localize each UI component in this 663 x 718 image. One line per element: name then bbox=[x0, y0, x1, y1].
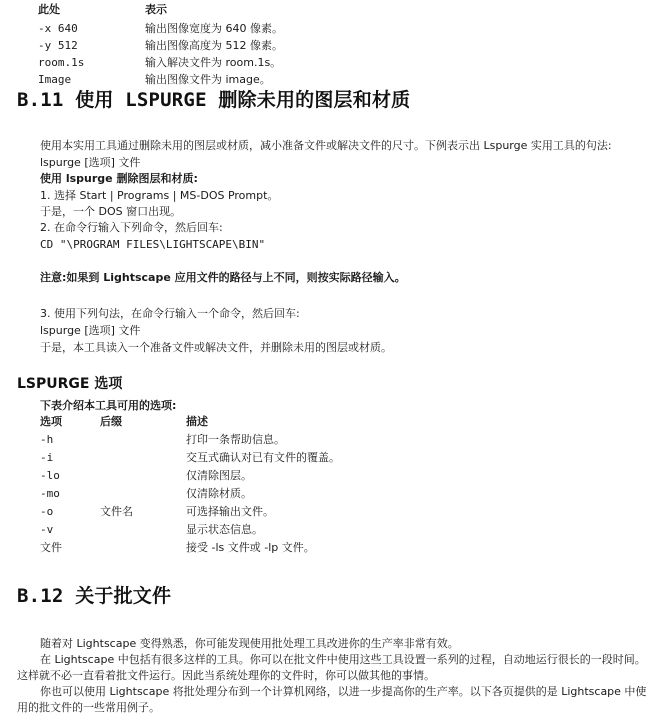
b11-step-3-result: 于是，本工具读入一个准备文件或解决文件，并删除未用的图层或材质。 bbox=[40, 341, 392, 354]
options-header-option: 选项 bbox=[40, 415, 62, 428]
option-desc: 打印一条帮助信息。 bbox=[186, 433, 285, 446]
option-desc: 显示状态信息。 bbox=[186, 523, 263, 536]
b11-syntax-2: lspurge [选项] 文件 bbox=[40, 324, 141, 337]
option-desc: 可选择输出文件。 bbox=[186, 505, 274, 518]
options-header-desc: 描述 bbox=[186, 415, 208, 428]
b11-command: CD "\PROGRAM FILES\LIGHTSCAPE\BIN" bbox=[40, 238, 266, 251]
top-table-row-value: 输入解决文件为 room.1s。 bbox=[145, 56, 282, 69]
section-title-b11: B.11 使用 LSPURGE 删除未用的图层和材质 bbox=[17, 89, 411, 111]
option-desc: 接受 -ls 文件或 -lp 文件。 bbox=[186, 541, 315, 554]
option-desc: 仅清除材质。 bbox=[186, 487, 252, 500]
b11-step-3: 3. 使用下列句法，在命令行输入一个命令，然后回车: bbox=[40, 307, 300, 320]
top-table-row-value: 输出图像宽度为 640 像素。 bbox=[145, 22, 283, 35]
options-header-suffix: 后缀 bbox=[100, 415, 122, 428]
b11-step-1-result: 于是，一个 DOS 窗口出现。 bbox=[40, 205, 182, 218]
top-table-row-value: 输出图像高度为 512 像素。 bbox=[145, 39, 283, 52]
top-table-header-where: 此处 bbox=[38, 3, 60, 16]
section-title-b12: B.12 关于批文件 bbox=[17, 585, 172, 607]
top-table-row-value: 输出图像文件为 image。 bbox=[145, 73, 271, 86]
option-name: -h bbox=[40, 433, 54, 446]
option-name: -mo bbox=[40, 487, 60, 500]
b12-paragraph-3: 你也可以使用 Lightscape 将批处理分布到一个计算机网络，以进一步提高你的生产率。以下各页提供的是 Lightscape 中使用的批文件的一些常用例子。 bbox=[17, 685, 647, 714]
option-name: -o bbox=[40, 505, 54, 518]
option-name: -v bbox=[40, 523, 54, 536]
top-table-row-key: room.1s bbox=[38, 56, 85, 69]
b12-paragraph-2: 在 Lightscape 中包括有很多这样的工具。你可以在批文件中使用这些工具设置一系列的过程，自动地运行很长的一段时间。这样就不必一直看着批文件运行。因此当系统处理你的文件时，你可以做其他的事情。 bbox=[17, 653, 646, 682]
b11-note: 注意:如果到 Lightscape 应用文件的路径与上不同，则按实际路径输入。 bbox=[40, 271, 406, 284]
b11-step-1: 1. 选择 Start | Programs | MS-DOS Prompt。 bbox=[40, 189, 279, 202]
top-table-header-meaning: 表示 bbox=[145, 3, 167, 16]
b11-step-2: 2. 在命令行输入下列命令，然后回车: bbox=[40, 221, 223, 234]
top-table-row-key: -y 512 bbox=[38, 39, 78, 52]
option-name: -i bbox=[40, 451, 54, 464]
options-intro: 下表介绍本工具可用的选项: bbox=[40, 399, 177, 412]
option-desc: 交互式确认对已有文件的覆盖。 bbox=[186, 451, 340, 464]
b11-intro: 使用本实用工具通过删除未用的图层或材质，减小准备文件或解决文件的尺寸。下例表示出 Lspurge 实用工具的句法: bbox=[40, 139, 612, 152]
options-title: LSPURGE 选项 bbox=[17, 376, 123, 392]
option-name: -lo bbox=[40, 469, 60, 482]
option-name: 文件 bbox=[40, 541, 62, 554]
option-suffix: 文件名 bbox=[100, 505, 133, 518]
top-table-row-key: -x 640 bbox=[38, 22, 78, 35]
b11-syntax: lspurge [选项] 文件 bbox=[40, 156, 141, 169]
b11-usage-heading: 使用 lspurge 删除图层和材质: bbox=[40, 172, 198, 185]
top-table-row-key: Image bbox=[38, 73, 72, 86]
b12-paragraph-1: 随着对 Lightscape 变得熟悉，你可能发现使用批处理工具改进你的生产率非常有效。 bbox=[40, 637, 459, 650]
option-desc: 仅清除图层。 bbox=[186, 469, 252, 482]
